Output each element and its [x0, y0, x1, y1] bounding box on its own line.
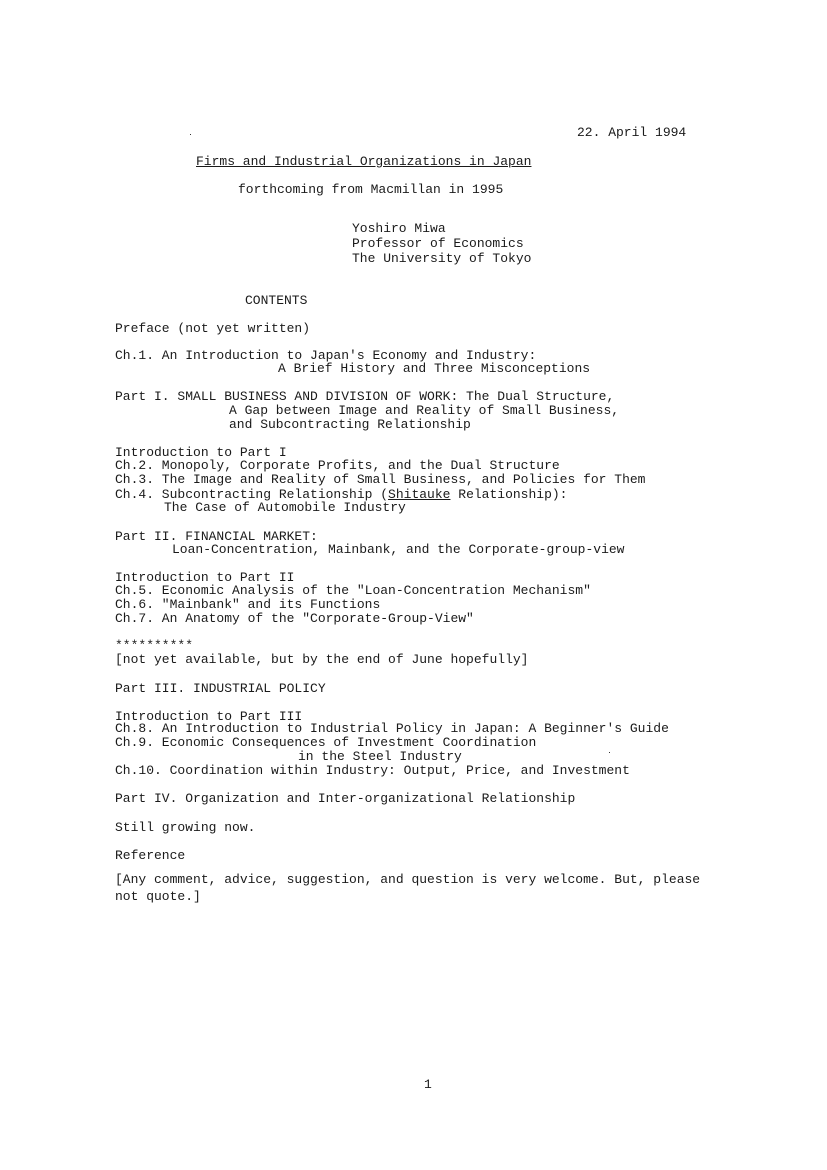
toc-ch1: Ch.1. An Introduction to Japan's Economy and Industry:: [115, 348, 537, 363]
toc-part2: Part II. FINANCIAL MARKET:: [115, 529, 318, 544]
toc-part2-line2: Loan-Concentration, Mainbank, and the Corporate-group-view: [172, 542, 625, 557]
toc-preface: Preface (not yet written): [115, 321, 311, 336]
toc-part4: Part IV. Organization and Inter-organizational Relationship: [115, 791, 576, 806]
toc-part1: Part I. SMALL BUSINESS AND DIVISION OF WORK: The Dual Structure,: [115, 389, 615, 404]
author-name: Yoshiro Miwa: [352, 221, 446, 236]
closing-note-line1: [Any comment, advice, suggestion, and question is very welcome. But, please: [115, 872, 701, 887]
book-title: Firms and Industrial Organizations in Japan: [196, 154, 532, 169]
toc-ch10: Ch.10. Coordination within Industry: Output, Price, and Investment: [115, 763, 630, 778]
scan-speck: [190, 134, 191, 135]
toc-ch9-line2: in the Steel Industry: [298, 749, 462, 764]
toc-part2-intro: Introduction to Part II: [115, 570, 295, 585]
publication-note: forthcoming from Macmillan in 1995: [238, 182, 504, 197]
toc-part1-line2: A Gap between Image and Reality of Small Business,: [229, 403, 620, 418]
toc-part1-intro: Introduction to Part I: [115, 445, 287, 460]
contents-heading: CONTENTS: [245, 293, 308, 308]
toc-ch2: Ch.2. Monopoly, Corporate Profits, and the Dual Structure: [115, 458, 560, 473]
toc-ch8: Ch.8. An Introduction to Industrial Policy in Japan: A Beginner's Guide: [115, 721, 669, 736]
author-position: Professor of Economics: [352, 236, 524, 251]
page-number: 1: [424, 1077, 432, 1092]
document-date: 22. April 1994: [577, 125, 687, 140]
reference-heading: Reference: [115, 848, 186, 863]
toc-ch5: Ch.5. Economic Analysis of the "Loan-Concentration Mechanism": [115, 583, 591, 598]
toc-ch7: Ch.7. An Anatomy of the "Corporate-Group-View": [115, 611, 474, 626]
availability-note: [not yet available, but by the end of June hopefully]: [115, 652, 529, 667]
toc-ch9: Ch.9. Economic Consequences of Investment Coordination: [115, 735, 537, 750]
toc-part3: Part III. INDUSTRIAL POLICY: [115, 681, 326, 696]
toc-ch4-suffix: Relationship):: [450, 487, 568, 502]
toc-ch4-prefix: Ch.4. Subcontracting Relationship (: [115, 487, 389, 502]
still-growing-note: Still growing now.: [115, 820, 256, 835]
toc-ch6: Ch.6. "Mainbank" and its Functions: [115, 597, 381, 612]
scan-speck: [609, 752, 610, 753]
toc-part1-line3: and Subcontracting Relationship: [229, 417, 471, 432]
toc-ch4-term: Shitauke: [388, 487, 451, 502]
toc-ch1-subtitle: A Brief History and Three Misconceptions: [278, 361, 591, 376]
separator: **********: [115, 638, 194, 653]
toc-ch3: Ch.3. The Image and Reality of Small Business, and Policies for Them: [115, 472, 646, 487]
closing-note-line2: not quote.]: [115, 889, 201, 904]
toc-ch4-line2: The Case of Automobile Industry: [164, 500, 406, 515]
author-affiliation: The University of Tokyo: [352, 251, 532, 266]
toc-part3-intro: Introduction to Part III: [115, 709, 303, 724]
